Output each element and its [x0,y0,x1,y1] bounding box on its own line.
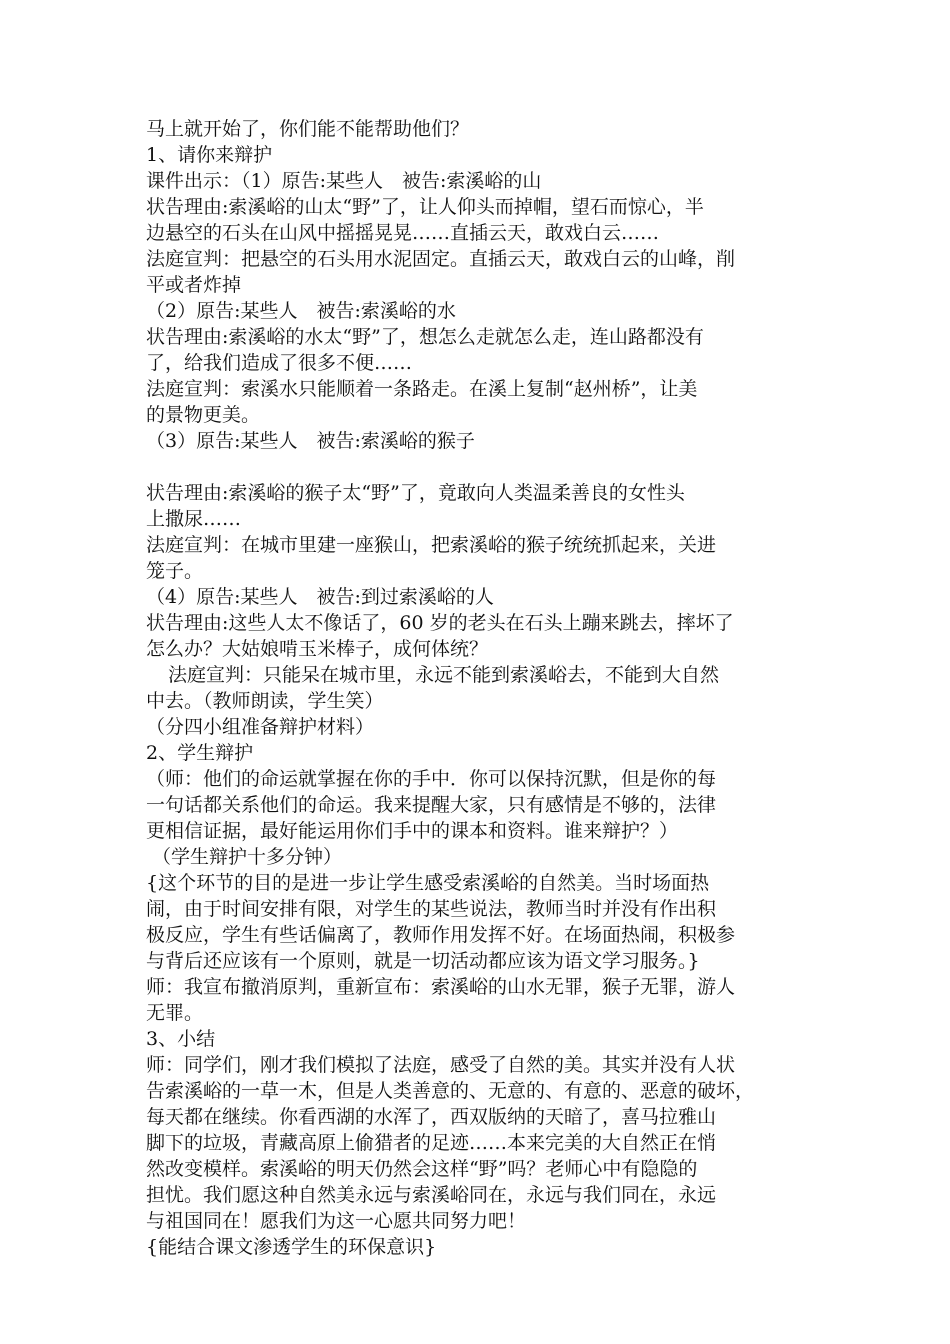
text-line: 的景物更美。 [146,404,261,426]
text-line: 状告理由:索溪峪的水太“野”了，想怎么走就怎么走，连山路都没有 [146,326,704,348]
text-line: 中去。（教师朗读，学生笑） [146,690,384,712]
section-heading: 3、小结 [146,1028,216,1050]
text-line: 平或者炸掉 [146,274,242,296]
text-line: 脚下的垃圾，青藏高原上偷猎者的足迹……本来完美的大自然正在悄 [146,1132,717,1154]
text-line: 状告理由:索溪峪的猴子太“野”了，竟敢向人类温柔善良的女性头 [146,482,685,504]
text-line: （师：他们的命运就掌握在你的手中．你可以保持沉默，但是你的每 [146,768,717,790]
text-line: {这个环节的目的是进一步让学生感受索溪峪的自然美。当时场面热 [146,872,710,894]
text-line: 怎么办？大姑娘啃玉米棒子，成何体统？ [146,638,489,660]
text-line: 然改变模样。索溪峪的明天仍然会这样“野”吗？老师心中有隐隐的 [146,1158,698,1180]
text-line: 与背后还应该有一个原则，就是一切活动都应该为语文学习服务。} [146,950,700,972]
text-line: 每天都在继续。你看西湖的水浑了，西双版纳的天暗了，喜马拉雅山 [146,1106,717,1128]
text-line: 闹，由于时间安排有限，对学生的某些说法，教师当时并没有作出积 [146,898,717,920]
text-line: （分四小组准备辩护材料） [146,716,375,738]
text-line: 师：我宣布撤消原判，重新宣布：索溪峪的山水无罪，猴子无罪，游人 [146,976,736,998]
blank-line [146,454,826,480]
text-line: 边悬空的石头在山风中摇摇晃晃……直插云天，敢戏白云…… [146,222,660,244]
text-line: 无罪。 [146,1002,204,1024]
text-line: 了，给我们造成了很多不便…… [146,352,413,374]
text-line: 上撒尿…… [146,508,242,530]
text-line: （4）原告:某些人 被告:到过索溪峪的人 [146,586,494,608]
text-line: 与祖国同在！愿我们为这一心愿共同努力吧！ [146,1210,527,1232]
text-line: 更相信证据，最好能运用你们手中的课本和资料。谁来辩护？） [146,820,679,842]
text-line: 状告理由:这些人太不像话了，60 岁的老头在石头上蹦来跳去，摔坏了 [146,612,734,634]
text-line: 状告理由:索溪峪的山太“野”了，让人仰头而掉帽，望石而惊心，半 [146,196,704,218]
text-line: 课件出示：（1）原告:某些人 被告:索溪峪的山 [146,170,542,192]
text-line: 告索溪峪的一草一木，但是人类善意的、无意的、有意的、恶意的破坏， [146,1080,755,1102]
text-line: 担忧。我们愿这种自然美永远与索溪峪同在，永远与我们同在，永远 [146,1184,717,1206]
text-line: 一句话都关系他们的命运。我来提醒大家，只有感情是不够的，法律 [146,794,717,816]
text-line: （3）原告:某些人 被告:索溪峪的猴子 [146,430,475,452]
text-line: 极反应，学生有些话偏离了，教师作用发挥不好。在场面热闹，积极参 [146,924,736,946]
text-line: 法庭宣判：只能呆在城市里，永远不能到索溪峪去，不能到大自然 [168,664,720,686]
section-heading: 1、请你来辩护 [146,144,273,166]
text-line: 法庭宣判：在城市里建一座猴山，把索溪峪的猴子统统抓起来，关进 [146,534,717,556]
text-line: 法庭宣判：把悬空的石头用水泥固定。直插云天，敢戏白云的山峰，削 [146,248,736,270]
text-line: （学生辩护十多分钟） [152,846,343,868]
text-line: 笼子。 [146,560,204,582]
text-line: 法庭宣判：索溪水只能顺着一条路走。在溪上复制“赵州桥”，让美 [146,378,698,400]
document-body [146,116,826,1260]
text-line: （2）原告:某些人 被告:索溪峪的水 [146,300,456,322]
text-line: {能结合课文渗透学生的环保意识} [146,1236,437,1258]
text-line: 师：同学们，刚才我们模拟了法庭，感受了自然的美。其实并没有人状 [146,1054,736,1076]
text-line: 马上就开始了，你们能不能帮助他们？ [146,118,470,140]
section-heading: 2、学生辩护 [146,742,254,764]
